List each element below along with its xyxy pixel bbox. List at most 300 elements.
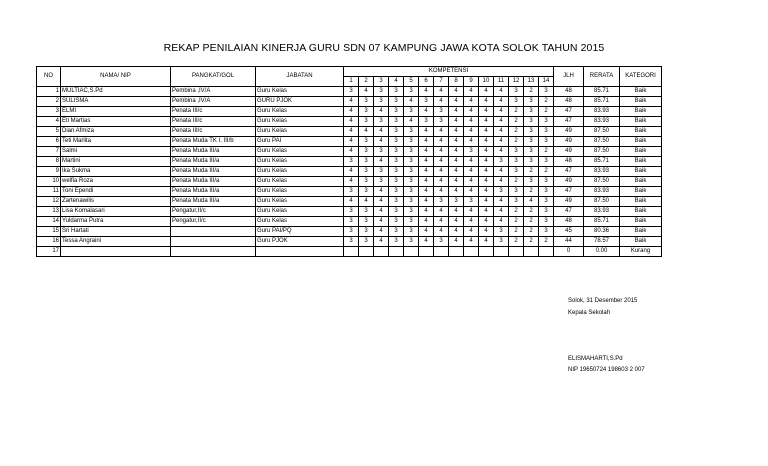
row-score-9: 4 bbox=[464, 237, 479, 247]
row-score-11: 4 bbox=[494, 127, 509, 137]
row-jabatan: Guru PJOK bbox=[256, 237, 344, 247]
row-score-2: 3 bbox=[359, 207, 374, 217]
row-score-12 bbox=[509, 247, 524, 257]
row-rerata: 85.71 bbox=[584, 217, 620, 227]
row-kategori: Baik bbox=[620, 87, 662, 97]
row-rerata: 80.36 bbox=[584, 227, 620, 237]
row-score-5: 3 bbox=[404, 197, 419, 207]
row-score-11: 3 bbox=[494, 187, 509, 197]
row-score-11: 3 bbox=[494, 237, 509, 247]
row-score-13: 3 bbox=[524, 137, 539, 147]
row-score-7: 3 bbox=[434, 107, 449, 117]
row-pangkat: Penata Muda III/a bbox=[171, 147, 256, 157]
row-score-4: 3 bbox=[389, 217, 404, 227]
row-pangkat: Penata Muda III/a bbox=[171, 187, 256, 197]
row-no: 16 bbox=[37, 237, 61, 247]
kompetensi-number-7: 7 bbox=[434, 77, 449, 87]
row-score-2: 4 bbox=[359, 87, 374, 97]
row-score-8: 4 bbox=[449, 117, 464, 127]
row-score-3: 4 bbox=[374, 187, 389, 197]
row-kategori: Baik bbox=[620, 107, 662, 117]
row-score-12: 2 bbox=[509, 227, 524, 237]
row-score-9: 4 bbox=[464, 117, 479, 127]
kompetensi-number-9: 9 bbox=[464, 77, 479, 87]
row-score-8: 4 bbox=[449, 107, 464, 117]
row-score-2: 3 bbox=[359, 147, 374, 157]
row-score-1: 4 bbox=[344, 197, 359, 207]
row-score-11: 3 bbox=[494, 227, 509, 237]
row-score-5: 4 bbox=[404, 117, 419, 127]
row-nama: Yuldarma Putra bbox=[61, 217, 171, 227]
row-no: 6 bbox=[37, 137, 61, 147]
row-nama: Dian Afmiza bbox=[61, 127, 171, 137]
row-score-12: 2 bbox=[509, 117, 524, 127]
row-score-13: 3 bbox=[524, 157, 539, 167]
row-rerata: 0.00 bbox=[584, 247, 620, 257]
row-score-1: 4 bbox=[344, 107, 359, 117]
row-jlh: 49 bbox=[554, 127, 584, 137]
row-score-10: 4 bbox=[479, 217, 494, 227]
row-score-2: 3 bbox=[359, 167, 374, 177]
row-score-4: 3 bbox=[389, 157, 404, 167]
row-jabatan: Guru PAI/PQ bbox=[256, 227, 344, 237]
row-score-5: 3 bbox=[404, 167, 419, 177]
row-kategori: Baik bbox=[620, 157, 662, 167]
row-score-2: 3 bbox=[359, 237, 374, 247]
row-score-10: 4 bbox=[479, 117, 494, 127]
row-score-4: 3 bbox=[389, 187, 404, 197]
row-score-8: 4 bbox=[449, 167, 464, 177]
row-rerata: 83.93 bbox=[584, 187, 620, 197]
row-score-7: 4 bbox=[434, 137, 449, 147]
row-score-2: 3 bbox=[359, 217, 374, 227]
row-score-9: 4 bbox=[464, 107, 479, 117]
row-jlh: 45 bbox=[554, 227, 584, 237]
row-pangkat: Penata Muda III/a bbox=[171, 157, 256, 167]
row-no: 4 bbox=[37, 117, 61, 127]
row-score-9: 4 bbox=[464, 97, 479, 107]
row-score-7: 4 bbox=[434, 187, 449, 197]
row-score-11: 4 bbox=[494, 107, 509, 117]
row-score-4: 3 bbox=[389, 137, 404, 147]
row-score-11: 4 bbox=[494, 137, 509, 147]
row-score-2 bbox=[359, 247, 374, 257]
row-score-5: 3 bbox=[404, 237, 419, 247]
row-score-12: 2 bbox=[509, 177, 524, 187]
kompetensi-number-4: 4 bbox=[389, 77, 404, 87]
header-nama: NAMA/ NIP bbox=[61, 67, 171, 87]
row-score-10: 4 bbox=[479, 177, 494, 187]
table-row bbox=[37, 97, 662, 107]
row-rerata: 83.93 bbox=[584, 117, 620, 127]
row-score-9: 4 bbox=[464, 207, 479, 217]
row-score-11: 4 bbox=[494, 97, 509, 107]
row-score-11: 4 bbox=[494, 177, 509, 187]
row-score-4: 3 bbox=[389, 117, 404, 127]
row-score-1: 3 bbox=[344, 157, 359, 167]
row-score-14: 3 bbox=[539, 177, 554, 187]
row-score-5: 3 bbox=[404, 207, 419, 217]
row-score-4: 3 bbox=[389, 127, 404, 137]
row-score-4: 3 bbox=[389, 237, 404, 247]
row-jlh: 49 bbox=[554, 147, 584, 157]
row-score-3: 4 bbox=[374, 137, 389, 147]
row-score-8: 4 bbox=[449, 127, 464, 137]
row-score-10: 4 bbox=[479, 157, 494, 167]
row-pangkat: Penata Muda III/a bbox=[171, 177, 256, 187]
row-kategori: Baik bbox=[620, 177, 662, 187]
row-score-14: 2 bbox=[539, 147, 554, 157]
row-score-9: 4 bbox=[464, 217, 479, 227]
row-score-9: 3 bbox=[464, 147, 479, 157]
row-score-14: 3 bbox=[539, 217, 554, 227]
header-pangkat: PANGKAT/GOL bbox=[171, 67, 256, 87]
row-no: 7 bbox=[37, 147, 61, 157]
table-row bbox=[37, 167, 662, 177]
row-no: 3 bbox=[37, 107, 61, 117]
row-score-13: 3 bbox=[524, 117, 539, 127]
row-score-10: 4 bbox=[479, 237, 494, 247]
kompetensi-number-8: 8 bbox=[449, 77, 464, 87]
row-score-12: 3 bbox=[509, 167, 524, 177]
row-score-1: 3 bbox=[344, 217, 359, 227]
row-jlh: 47 bbox=[554, 117, 584, 127]
row-kategori: Baik bbox=[620, 197, 662, 207]
row-jabatan: Guru Kelas bbox=[256, 107, 344, 117]
row-score-7: 4 bbox=[434, 87, 449, 97]
row-score-4: 3 bbox=[389, 177, 404, 187]
row-nama: SULISMA bbox=[61, 97, 171, 107]
row-no: 1 bbox=[37, 87, 61, 97]
row-score-3: 3 bbox=[374, 117, 389, 127]
table-row bbox=[37, 87, 662, 97]
row-score-14: 3 bbox=[539, 207, 554, 217]
row-jlh: 44 bbox=[554, 237, 584, 247]
row-score-14: 3 bbox=[539, 157, 554, 167]
row-jabatan: Guru PAI bbox=[256, 137, 344, 147]
row-score-10: 4 bbox=[479, 227, 494, 237]
row-score-5: 4 bbox=[404, 97, 419, 107]
row-rerata: 87.50 bbox=[584, 177, 620, 187]
row-score-14: 3 bbox=[539, 87, 554, 97]
row-score-5: 3 bbox=[404, 147, 419, 157]
row-score-3: 4 bbox=[374, 157, 389, 167]
row-score-9: 4 bbox=[464, 127, 479, 137]
row-score-2: 3 bbox=[359, 177, 374, 187]
row-pangkat bbox=[171, 237, 256, 247]
row-score-6: 4 bbox=[419, 127, 434, 137]
row-score-10: 4 bbox=[479, 97, 494, 107]
row-score-1: 4 bbox=[344, 137, 359, 147]
row-score-13: 2 bbox=[524, 237, 539, 247]
row-score-7: 4 bbox=[434, 147, 449, 157]
row-score-5: 3 bbox=[404, 157, 419, 167]
row-rerata: 85.71 bbox=[584, 97, 620, 107]
row-pangkat: Pembina ,IV/A bbox=[171, 97, 256, 107]
row-score-6: 4 bbox=[419, 157, 434, 167]
row-score-3: 4 bbox=[374, 227, 389, 237]
row-pangkat: Penata Muda III/a bbox=[171, 167, 256, 177]
row-pangkat: Penata Muda III/a bbox=[171, 197, 256, 207]
row-score-1: 4 bbox=[344, 167, 359, 177]
row-jabatan bbox=[256, 247, 344, 257]
row-score-4: 3 bbox=[389, 87, 404, 97]
row-score-3: 4 bbox=[374, 217, 389, 227]
row-score-8: 4 bbox=[449, 187, 464, 197]
row-score-12: 2 bbox=[509, 237, 524, 247]
kompetensi-number-1: 1 bbox=[344, 77, 359, 87]
row-rerata: 78.57 bbox=[584, 237, 620, 247]
row-nama: Teti Marlita bbox=[61, 137, 171, 147]
row-score-7 bbox=[434, 247, 449, 257]
row-score-5: 3 bbox=[404, 227, 419, 237]
row-score-1: 3 bbox=[344, 187, 359, 197]
row-score-9: 4 bbox=[464, 167, 479, 177]
row-score-12: 2 bbox=[509, 127, 524, 137]
row-nama: MULTIAC,S.Pd bbox=[61, 87, 171, 97]
row-pangkat bbox=[171, 227, 256, 237]
row-score-9: 3 bbox=[464, 197, 479, 207]
row-score-14: 3 bbox=[539, 137, 554, 147]
row-score-3: 3 bbox=[374, 177, 389, 187]
row-score-4: 3 bbox=[389, 197, 404, 207]
row-nama: Eti Martias bbox=[61, 117, 171, 127]
row-score-13: 2 bbox=[524, 207, 539, 217]
row-rerata: 87.50 bbox=[584, 147, 620, 157]
row-score-7: 4 bbox=[434, 167, 449, 177]
row-score-10: 4 bbox=[479, 187, 494, 197]
row-score-10: 4 bbox=[479, 147, 494, 157]
table-row bbox=[37, 117, 662, 127]
row-score-12: 2 bbox=[509, 107, 524, 117]
row-score-2: 4 bbox=[359, 127, 374, 137]
row-score-7: 4 bbox=[434, 177, 449, 187]
row-kategori: Baik bbox=[620, 237, 662, 247]
row-score-8: 4 bbox=[449, 157, 464, 167]
row-rerata: 85.71 bbox=[584, 87, 620, 97]
row-no: 5 bbox=[37, 127, 61, 137]
row-jlh: 47 bbox=[554, 107, 584, 117]
row-score-14: 2 bbox=[539, 237, 554, 247]
row-rerata: 83.93 bbox=[584, 167, 620, 177]
row-score-9: 4 bbox=[464, 137, 479, 147]
row-score-14: 2 bbox=[539, 97, 554, 107]
row-rerata: 83.93 bbox=[584, 107, 620, 117]
row-score-4 bbox=[389, 247, 404, 257]
row-score-6: 4 bbox=[419, 187, 434, 197]
row-score-13: 3 bbox=[524, 147, 539, 157]
table-row bbox=[37, 127, 662, 137]
row-score-3: 4 bbox=[374, 237, 389, 247]
row-score-7: 3 bbox=[434, 237, 449, 247]
header-jabatan: JABATAN bbox=[256, 67, 344, 87]
row-score-4: 3 bbox=[389, 147, 404, 157]
row-score-5 bbox=[404, 247, 419, 257]
table-row bbox=[37, 137, 662, 147]
row-jlh: 49 bbox=[554, 197, 584, 207]
row-no: 14 bbox=[37, 217, 61, 227]
row-jlh: 48 bbox=[554, 157, 584, 167]
row-score-4: 3 bbox=[389, 107, 404, 117]
row-pangkat: Pengatur,II/c bbox=[171, 217, 256, 227]
table-row bbox=[37, 107, 662, 117]
row-score-7: 3 bbox=[434, 117, 449, 127]
row-score-9: 4 bbox=[464, 87, 479, 97]
header-kategori: KATEGORI bbox=[620, 67, 662, 87]
row-score-3: 3 bbox=[374, 87, 389, 97]
row-score-5: 3 bbox=[404, 187, 419, 197]
kompetensi-number-2: 2 bbox=[359, 77, 374, 87]
row-kategori: Kurang bbox=[620, 247, 662, 257]
row-score-14: 2 bbox=[539, 167, 554, 177]
row-score-6: 3 bbox=[419, 97, 434, 107]
row-jabatan: Guru Kelas bbox=[256, 187, 344, 197]
table-row bbox=[37, 247, 662, 257]
row-pangkat: Penata III/c bbox=[171, 107, 256, 117]
row-score-1: 3 bbox=[344, 87, 359, 97]
row-score-10 bbox=[479, 247, 494, 257]
row-score-14: 3 bbox=[539, 187, 554, 197]
row-pangkat: Penata III/c bbox=[171, 117, 256, 127]
row-score-10: 4 bbox=[479, 127, 494, 137]
row-nama: welfia Roza bbox=[61, 177, 171, 187]
row-jlh: 49 bbox=[554, 137, 584, 147]
row-jabatan: Guru Kelas bbox=[256, 197, 344, 207]
row-nama: Ika Sukma bbox=[61, 167, 171, 177]
row-score-9: 4 bbox=[464, 177, 479, 187]
row-score-13: 3 bbox=[524, 107, 539, 117]
row-nama: Sri Hartati bbox=[61, 227, 171, 237]
table-row bbox=[37, 227, 662, 237]
row-jabatan: Guru Kelas bbox=[256, 117, 344, 127]
rekap-table bbox=[36, 66, 662, 257]
kompetensi-number-6: 6 bbox=[419, 77, 434, 87]
row-rerata: 87.50 bbox=[584, 197, 620, 207]
row-score-10: 4 bbox=[479, 87, 494, 97]
row-score-11: 3 bbox=[494, 157, 509, 167]
row-score-2: 3 bbox=[359, 137, 374, 147]
row-score-6: 4 bbox=[419, 137, 434, 147]
row-score-6: 4 bbox=[419, 167, 434, 177]
row-score-12: 2 bbox=[509, 217, 524, 227]
header-no: NO bbox=[37, 67, 61, 87]
row-score-3: 4 bbox=[374, 107, 389, 117]
row-score-1: 4 bbox=[344, 117, 359, 127]
row-nama: Zartenawilis bbox=[61, 197, 171, 207]
row-score-8 bbox=[449, 247, 464, 257]
table-row bbox=[37, 177, 662, 187]
kompetensi-number-13: 13 bbox=[524, 77, 539, 87]
row-score-5: 3 bbox=[404, 217, 419, 227]
row-score-11: 4 bbox=[494, 87, 509, 97]
row-score-11: 4 bbox=[494, 197, 509, 207]
table-body bbox=[37, 87, 662, 257]
row-score-1: 4 bbox=[344, 97, 359, 107]
row-score-12: 3 bbox=[509, 147, 524, 157]
row-score-5: 3 bbox=[404, 137, 419, 147]
row-pangkat: Penata Muda TK I. III/b bbox=[171, 137, 256, 147]
row-pangkat: Pembina ,IV/A bbox=[171, 87, 256, 97]
row-kategori: Baik bbox=[620, 137, 662, 147]
row-score-14: 3 bbox=[539, 197, 554, 207]
row-score-8: 4 bbox=[449, 237, 464, 247]
row-score-3: 3 bbox=[374, 167, 389, 177]
row-score-1: 4 bbox=[344, 127, 359, 137]
row-score-5: 3 bbox=[404, 107, 419, 117]
table-row bbox=[37, 157, 662, 167]
row-score-6: 4 bbox=[419, 177, 434, 187]
row-score-8: 4 bbox=[449, 147, 464, 157]
row-score-8: 3 bbox=[449, 197, 464, 207]
row-score-4: 3 bbox=[389, 97, 404, 107]
row-no: 13 bbox=[37, 207, 61, 217]
row-score-6: 4 bbox=[419, 227, 434, 237]
row-score-11 bbox=[494, 247, 509, 257]
row-score-7: 4 bbox=[434, 227, 449, 237]
table-row bbox=[37, 197, 662, 207]
row-score-3: 3 bbox=[374, 147, 389, 157]
row-score-13: 3 bbox=[524, 127, 539, 137]
row-kategori: Baik bbox=[620, 97, 662, 107]
row-score-13 bbox=[524, 247, 539, 257]
row-score-6: 4 bbox=[419, 107, 434, 117]
signature-name: ELISMAHARTI,S.Pd bbox=[568, 356, 623, 362]
kompetensi-number-14: 14 bbox=[539, 77, 554, 87]
row-score-8: 4 bbox=[449, 207, 464, 217]
row-score-12: 3 bbox=[509, 87, 524, 97]
row-pangkat bbox=[171, 247, 256, 257]
row-jabatan: Guru Kelas bbox=[256, 177, 344, 187]
row-score-6 bbox=[419, 247, 434, 257]
row-score-2: 3 bbox=[359, 107, 374, 117]
header-rerata: RERATA bbox=[584, 67, 620, 87]
row-jabatan: Guru Kelas bbox=[256, 127, 344, 137]
row-score-10: 4 bbox=[479, 207, 494, 217]
row-no: 12 bbox=[37, 197, 61, 207]
kompetensi-number-3: 3 bbox=[374, 77, 389, 87]
row-score-2: 4 bbox=[359, 197, 374, 207]
row-score-6: 4 bbox=[419, 87, 434, 97]
row-score-11: 4 bbox=[494, 207, 509, 217]
row-jlh: 48 bbox=[554, 97, 584, 107]
row-rerata: 87.50 bbox=[584, 127, 620, 137]
row-score-13: 4 bbox=[524, 197, 539, 207]
kompetensi-number-12: 12 bbox=[509, 77, 524, 87]
header-kompetensi: KOMPETENSI bbox=[344, 67, 554, 77]
row-jabatan: Guru Kelas bbox=[256, 157, 344, 167]
row-jlh: 0 bbox=[554, 247, 584, 257]
row-score-5: 3 bbox=[404, 87, 419, 97]
row-score-13: 2 bbox=[524, 217, 539, 227]
row-score-8: 4 bbox=[449, 177, 464, 187]
row-no: 2 bbox=[37, 97, 61, 107]
row-score-9: 4 bbox=[464, 157, 479, 167]
row-score-13: 2 bbox=[524, 187, 539, 197]
row-pangkat: Penata III/c bbox=[171, 127, 256, 137]
row-no: 9 bbox=[37, 167, 61, 177]
row-score-10: 4 bbox=[479, 137, 494, 147]
row-score-1: 3 bbox=[344, 237, 359, 247]
row-score-7: 4 bbox=[434, 207, 449, 217]
row-score-3: 4 bbox=[374, 207, 389, 217]
row-score-1: 4 bbox=[344, 147, 359, 157]
row-nama: Tessa Angraini bbox=[61, 237, 171, 247]
row-no: 8 bbox=[37, 157, 61, 167]
row-score-6: 3 bbox=[419, 117, 434, 127]
row-score-12: 2 bbox=[509, 207, 524, 217]
row-score-4: 3 bbox=[389, 207, 404, 217]
row-kategori: Baik bbox=[620, 147, 662, 157]
